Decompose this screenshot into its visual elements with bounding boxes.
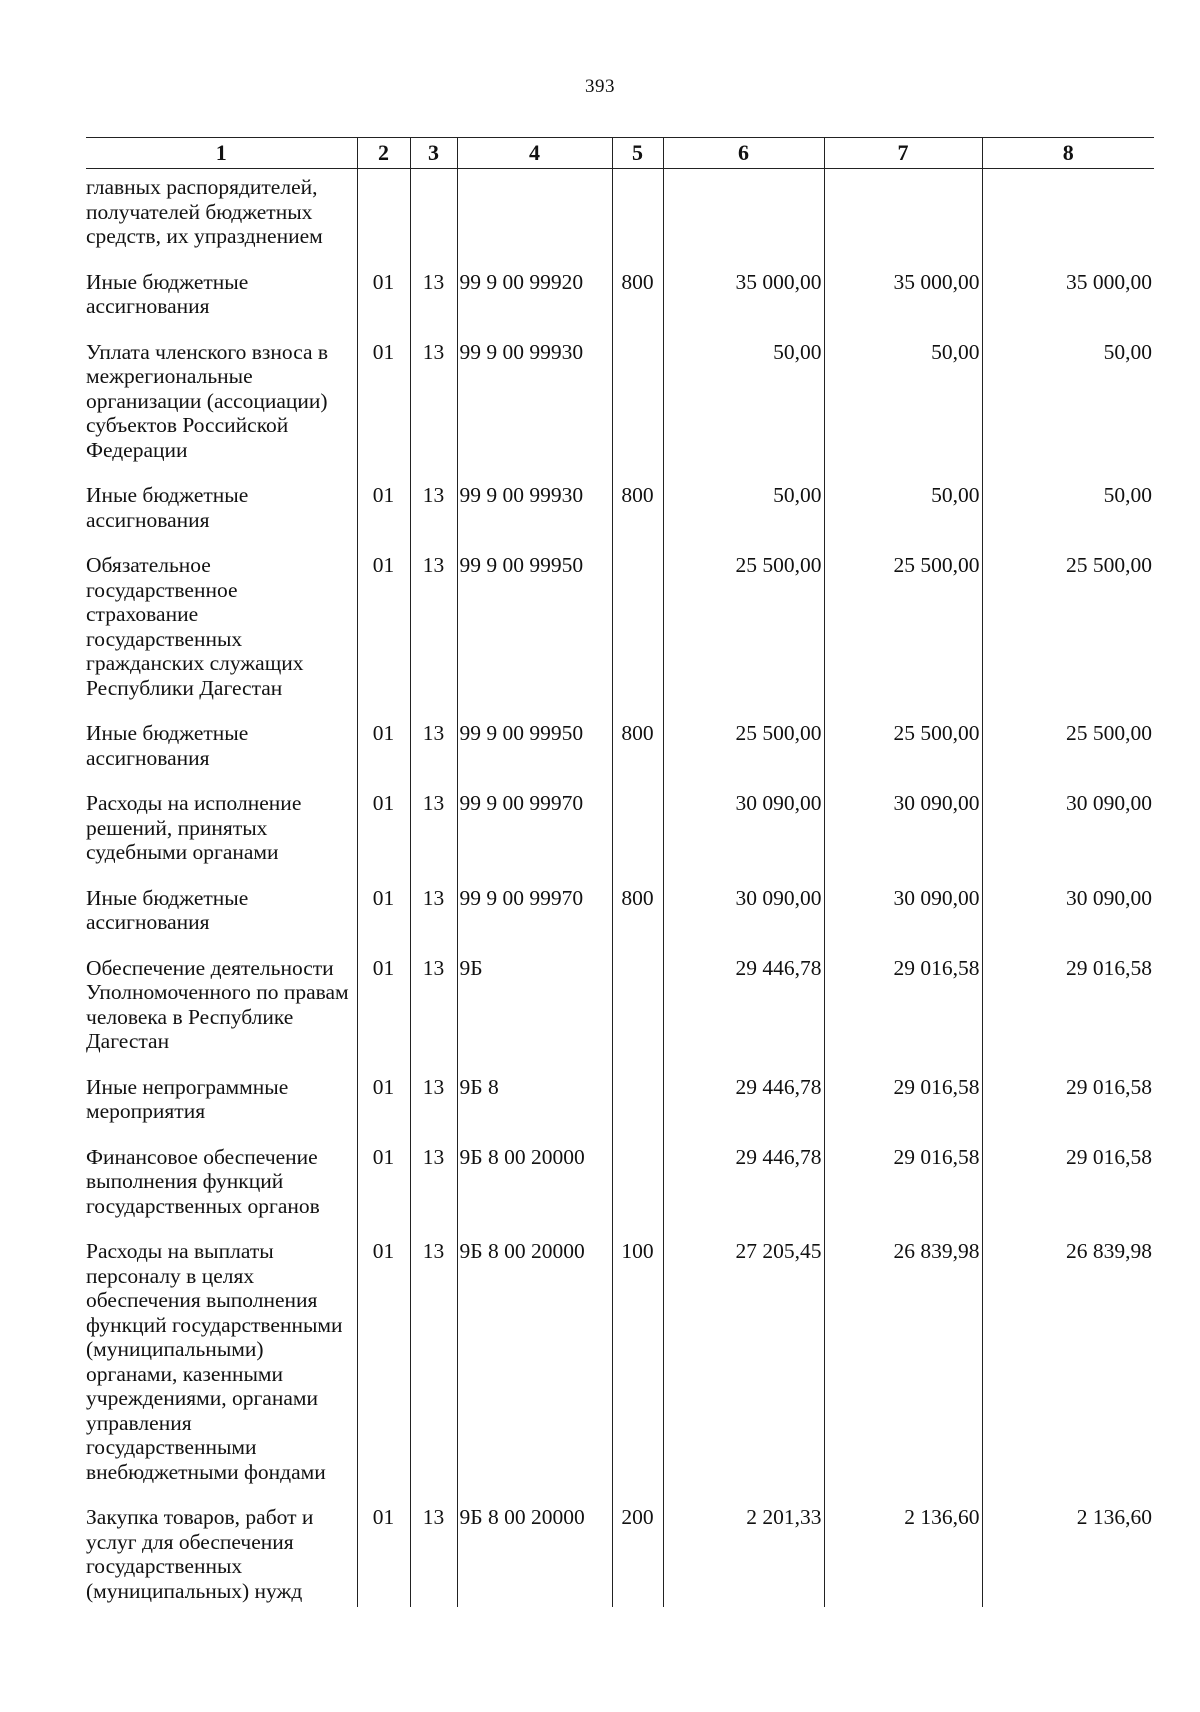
row-section: 01 — [357, 477, 410, 547]
row-target-article: 9Б 8 00 20000 — [457, 1139, 612, 1234]
row-amount-8: 50,00 — [982, 334, 1154, 478]
row-amount-7: 25 500,00 — [824, 547, 982, 715]
row-amount-7: 29 016,58 — [824, 1069, 982, 1139]
row-expense-type — [612, 950, 663, 1069]
header-col-6: 6 — [663, 138, 824, 169]
row-expense-type: 800 — [612, 715, 663, 785]
header-col-1: 1 — [86, 138, 357, 169]
row-section: 01 — [357, 334, 410, 478]
row-amount-8: 30 090,00 — [982, 880, 1154, 950]
row-expense-type: 100 — [612, 1233, 663, 1499]
row-name: Иные бюджетные ассигнования — [86, 269, 249, 318]
row-name: Расходы на выплаты персоналу в целях обеспечения выполнения функций государственными (муниципальными) органами, казенными учреждениями, органами управления государственными внебюджетными фондами — [86, 1239, 343, 1484]
budget-table — [86, 137, 1154, 1607]
row-amount-6: 29 446,78 — [663, 1069, 824, 1139]
row-expense-type: 200 — [612, 1499, 663, 1607]
row-amount-8: 25 500,00 — [982, 547, 1154, 715]
row-amount-7: 50,00 — [824, 477, 982, 547]
row-amount-6: 25 500,00 — [663, 547, 824, 715]
table-row — [86, 264, 1154, 334]
row-section: 01 — [357, 1499, 410, 1607]
row-expense-type — [612, 334, 663, 478]
row-expense-type — [612, 169, 663, 264]
row-amount-7: 35 000,00 — [824, 264, 982, 334]
row-amount-6: 25 500,00 — [663, 715, 824, 785]
row-target-article: 99 9 00 99930 — [457, 334, 612, 478]
table-row — [86, 1233, 1154, 1499]
table-row — [86, 477, 1154, 547]
row-amount-8: 50,00 — [982, 477, 1154, 547]
row-section: 01 — [357, 264, 410, 334]
row-amount-6: 2 201,33 — [663, 1499, 824, 1607]
row-amount-8: 30 090,00 — [982, 785, 1154, 880]
row-name: Иные бюджетные ассигнования — [86, 483, 249, 532]
row-amount-7: 30 090,00 — [824, 880, 982, 950]
row-subsection: 13 — [410, 1139, 457, 1234]
table-row — [86, 169, 1154, 264]
row-subsection: 13 — [410, 547, 457, 715]
row-subsection — [410, 169, 457, 264]
row-amount-6: 29 446,78 — [663, 1139, 824, 1234]
row-subsection: 13 — [410, 1069, 457, 1139]
row-subsection: 13 — [410, 715, 457, 785]
row-amount-7 — [824, 169, 982, 264]
row-section: 01 — [357, 785, 410, 880]
row-name: Иные непрограммные мероприятия — [86, 1074, 289, 1123]
table-row — [86, 1069, 1154, 1139]
row-subsection: 13 — [410, 1499, 457, 1607]
header-col-3: 3 — [410, 138, 457, 169]
header-col-5: 5 — [612, 138, 663, 169]
table-row — [86, 1499, 1154, 1607]
row-target-article: 99 9 00 99970 — [457, 880, 612, 950]
row-amount-7: 26 839,98 — [824, 1233, 982, 1499]
row-target-article: 99 9 00 99920 — [457, 264, 612, 334]
table-row — [86, 785, 1154, 880]
row-amount-8: 29 016,58 — [982, 1069, 1154, 1139]
row-target-article: 9Б — [457, 950, 612, 1069]
table-row — [86, 715, 1154, 785]
row-name: Обеспечение деятельности Уполномоченного по правам человека в Республике Дагестан — [86, 955, 349, 1053]
table-row — [86, 880, 1154, 950]
row-section: 01 — [357, 547, 410, 715]
row-expense-type — [612, 547, 663, 715]
row-amount-8: 29 016,58 — [982, 1139, 1154, 1234]
row-section: 01 — [357, 880, 410, 950]
row-amount-6: 50,00 — [663, 477, 824, 547]
row-subsection: 13 — [410, 950, 457, 1069]
row-amount-6: 35 000,00 — [663, 264, 824, 334]
row-amount-8 — [982, 169, 1154, 264]
row-name: Расходы на исполнение решений, принятых судебными органами — [86, 791, 302, 864]
row-name: Обязательное государственное страхование государственных гражданских служащих Республики Дагестан — [86, 553, 304, 700]
page-number: 393 — [585, 76, 615, 97]
row-amount-6: 50,00 — [663, 334, 824, 478]
row-amount-8: 26 839,98 — [982, 1233, 1154, 1499]
row-name: Иные бюджетные ассигнования — [86, 721, 249, 770]
header-col-2: 2 — [357, 138, 410, 169]
row-subsection: 13 — [410, 334, 457, 478]
row-amount-8: 2 136,60 — [982, 1499, 1154, 1607]
row-subsection: 13 — [410, 785, 457, 880]
row-expense-type — [612, 1139, 663, 1234]
row-name: Финансовое обеспечение выполнения функций государственных органов — [86, 1144, 320, 1218]
header-col-8: 8 — [982, 138, 1154, 169]
row-subsection: 13 — [410, 880, 457, 950]
row-amount-7: 25 500,00 — [824, 715, 982, 785]
row-expense-type: 800 — [612, 264, 663, 334]
row-target-article — [457, 169, 612, 264]
row-amount-7: 50,00 — [824, 334, 982, 478]
row-name: Иные бюджетные ассигнования — [86, 885, 249, 934]
row-name: Уплата членского взноса в межрегиональные организации (ассоциации) субъектов Российской Федерации — [86, 339, 329, 462]
row-target-article: 9Б 8 00 20000 — [457, 1233, 612, 1499]
table-row — [86, 1139, 1154, 1234]
header-col-7: 7 — [824, 138, 982, 169]
row-target-article: 99 9 00 99950 — [457, 547, 612, 715]
header-col-4: 4 — [457, 138, 612, 169]
row-amount-8: 25 500,00 — [982, 715, 1154, 785]
row-amount-6: 27 205,45 — [663, 1233, 824, 1499]
row-expense-type: 800 — [612, 880, 663, 950]
table-row — [86, 547, 1154, 715]
row-section: 01 — [357, 715, 410, 785]
row-section: 01 — [357, 1233, 410, 1499]
row-name: Закупка товаров, работ и услуг для обеспечения государственных (муниципальных) нужд — [86, 1505, 314, 1603]
row-target-article: 9Б 8 — [457, 1069, 612, 1139]
table-header-row — [86, 138, 1154, 169]
row-section: 01 — [357, 1139, 410, 1234]
table-row — [86, 950, 1154, 1069]
row-target-article: 9Б 8 00 20000 — [457, 1499, 612, 1607]
row-section: 01 — [357, 950, 410, 1069]
row-target-article: 99 9 00 99970 — [457, 785, 612, 880]
row-amount-8: 29 016,58 — [982, 950, 1154, 1069]
row-amount-7: 2 136,60 — [824, 1499, 982, 1607]
row-amount-6: 30 090,00 — [663, 880, 824, 950]
row-subsection: 13 — [410, 1233, 457, 1499]
row-target-article: 99 9 00 99950 — [457, 715, 612, 785]
row-expense-type: 800 — [612, 477, 663, 547]
row-target-article: 99 9 00 99930 — [457, 477, 612, 547]
row-section — [357, 169, 410, 264]
table-body — [86, 169, 1154, 1608]
row-subsection: 13 — [410, 477, 457, 547]
row-subsection: 13 — [410, 264, 457, 334]
row-amount-7: 29 016,58 — [824, 1139, 982, 1234]
row-amount-6: 29 446,78 — [663, 950, 824, 1069]
table-row — [86, 334, 1154, 478]
row-section: 01 — [357, 1069, 410, 1139]
row-amount-7: 29 016,58 — [824, 950, 982, 1069]
row-amount-7: 30 090,00 — [824, 785, 982, 880]
row-amount-8: 35 000,00 — [982, 264, 1154, 334]
row-expense-type — [612, 1069, 663, 1139]
row-name: главных распорядителей, получателей бюджетных средств, их упразднением — [86, 175, 323, 248]
row-amount-6: 30 090,00 — [663, 785, 824, 880]
row-amount-6 — [663, 169, 824, 264]
row-expense-type — [612, 785, 663, 880]
